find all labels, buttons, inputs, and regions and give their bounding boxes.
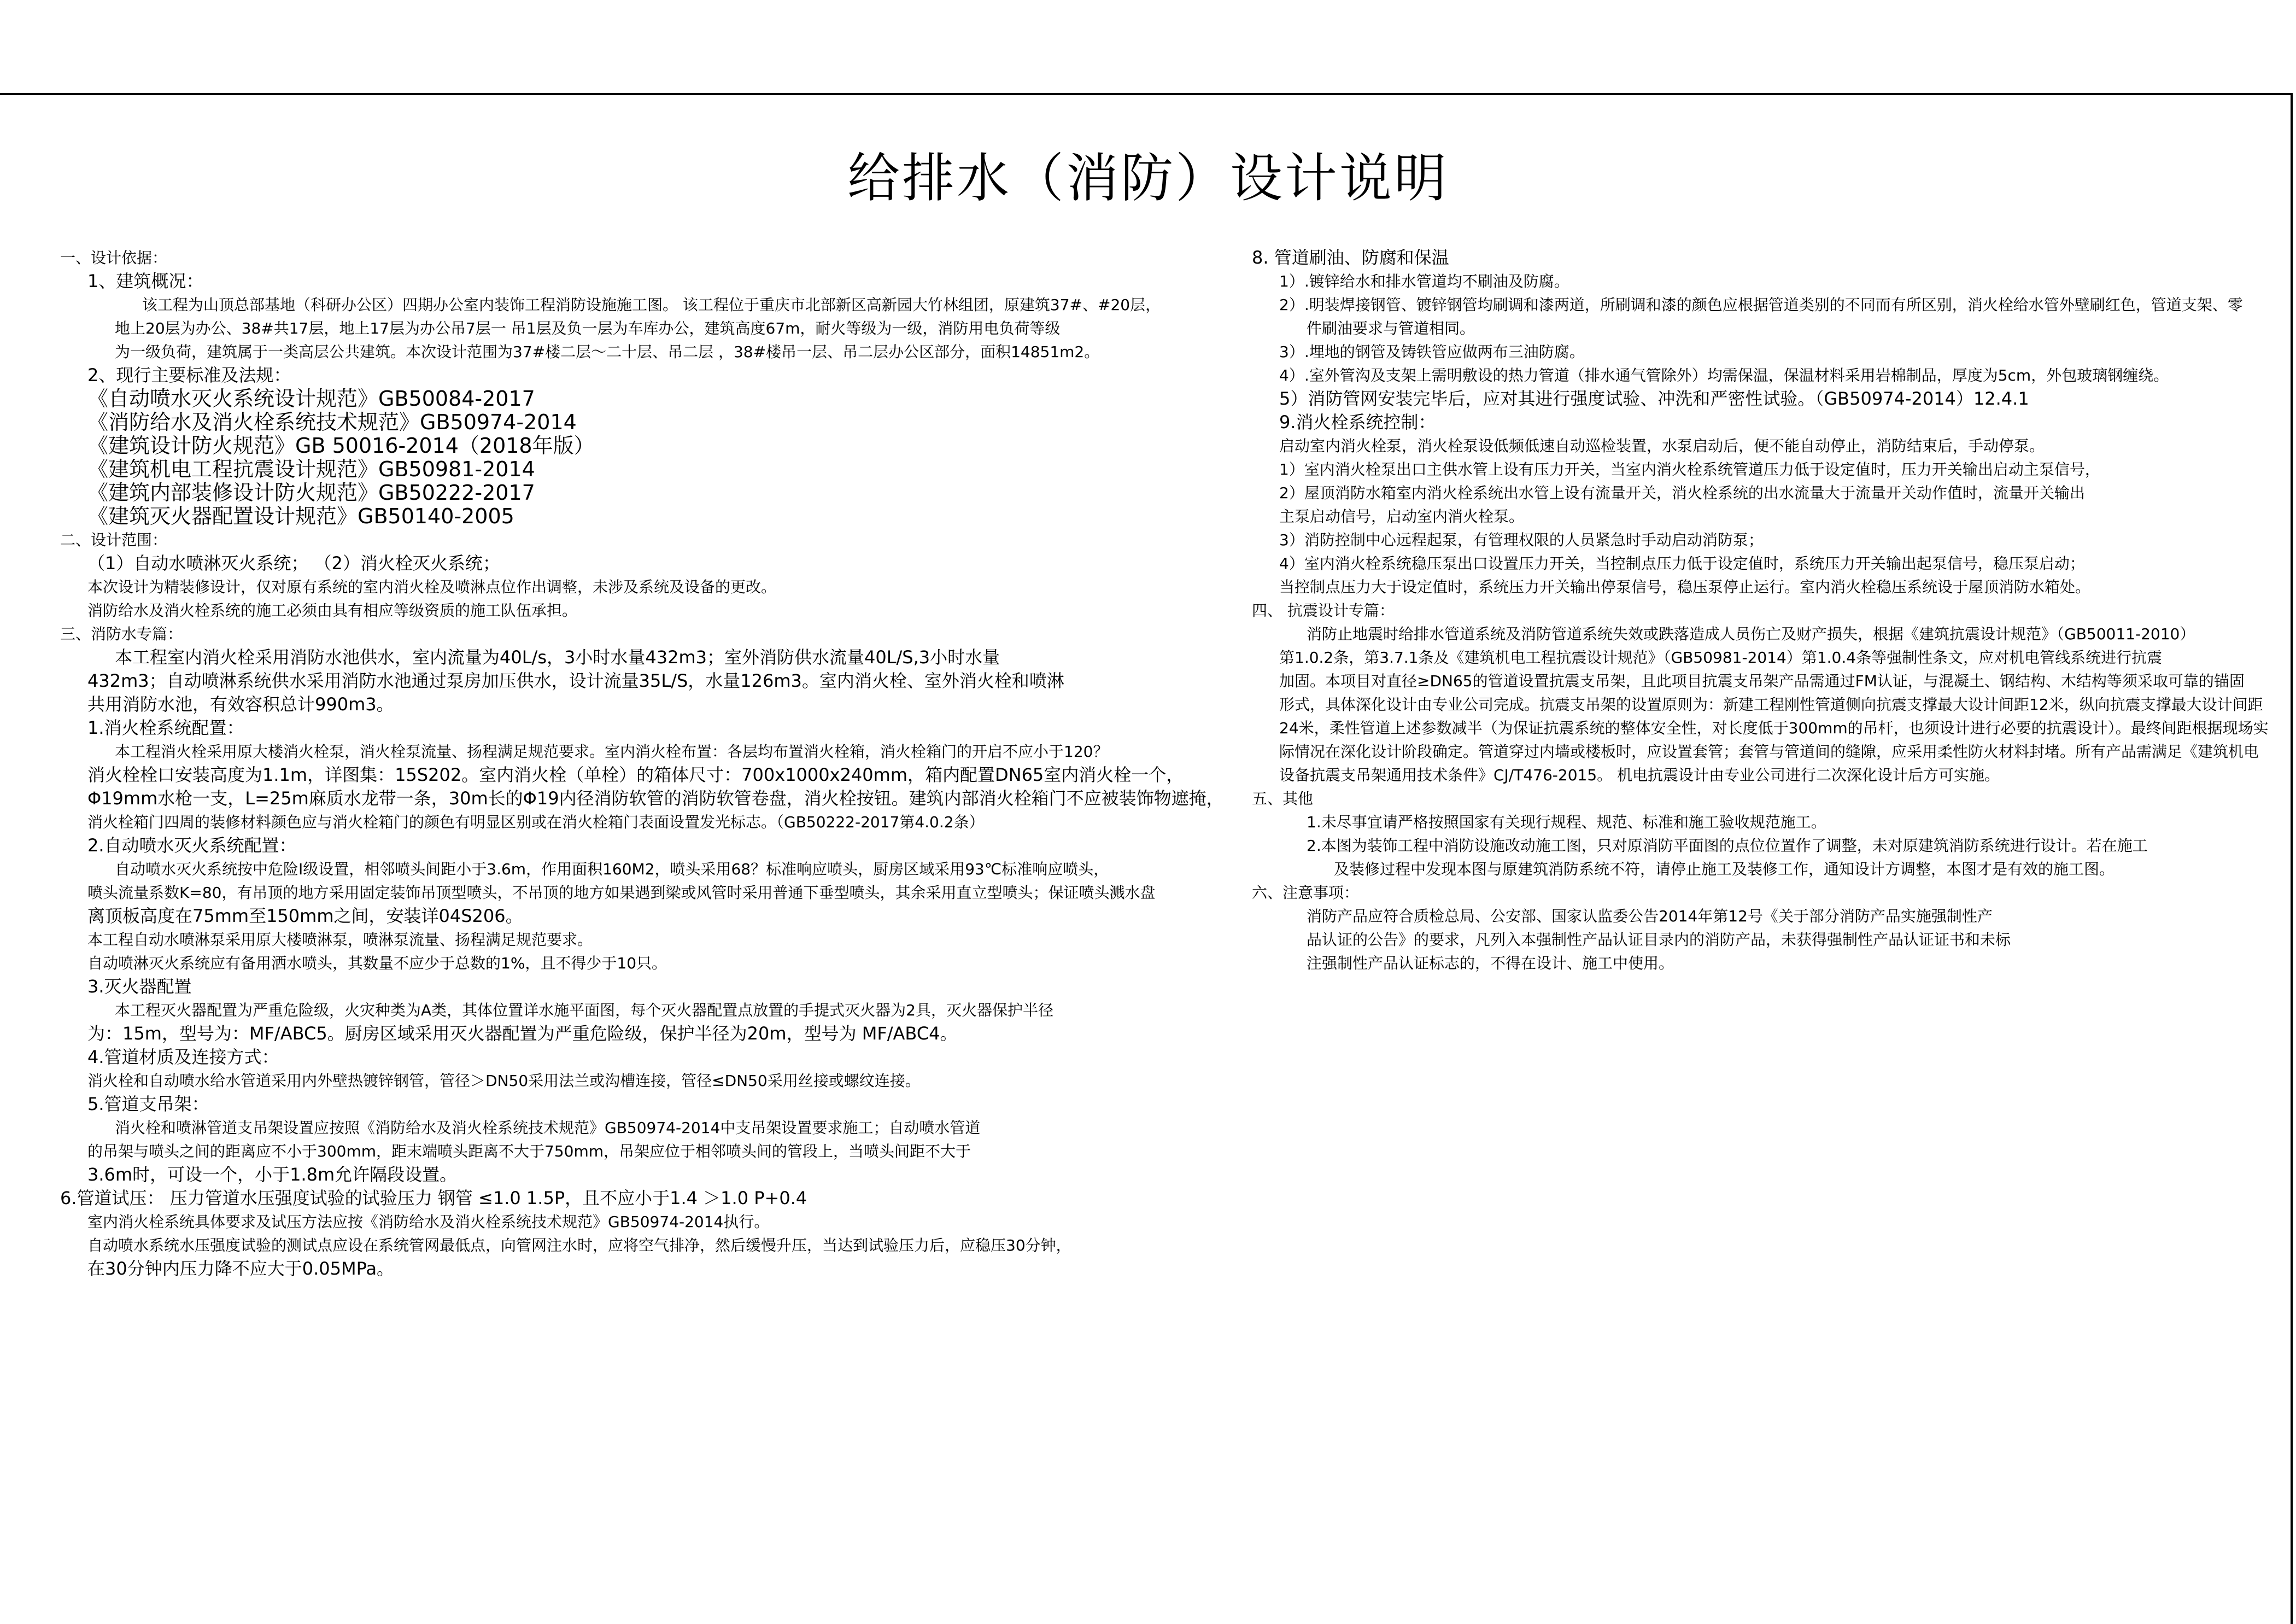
text-line: 件刷油要求与管道相同。 xyxy=(1307,319,1475,337)
text-line: 消火栓和自动喷水给水管道采用内外壁热镀锌钢管，管径＞DN50采用法兰或沟槽连接，管径≤DN50采用丝接或螺纹连接。 xyxy=(87,1072,921,1090)
text-line: 432m3；自动喷淋系统供水采用消防水池通过泵房加压供水，设计流量35L/S，水量126m3。室内消火栓、室外消火栓和喷淋 xyxy=(87,670,1064,691)
text-line: 1.消火栓系统配置： xyxy=(87,717,244,738)
text-line: 为：15m，型号为：MF/ABC5。厨房区域采用灭火器配置为严重危险级，保护半径为20m，型号为 MF/ABC4。 xyxy=(87,1023,958,1044)
text-line: 8. 管道刷油、防腐和保温 xyxy=(1252,247,1449,268)
text-line: 六、注意事项： xyxy=(1252,884,1360,902)
text-line: 为一级负荷，建筑属于一类高层公共建筑。本次设计范围为37#楼二层～二十层、吊二层 ，38#楼吊一层、吊二层办公区部分，面积14851m2。 xyxy=(115,343,1100,361)
text-line: 第1.0.2条，第3.7.1条及《建筑机电工程抗震设计规范》（GB50981-2014）第1.0.4条等强制性条文，应对机电管线系统进行抗震 xyxy=(1279,649,2163,667)
text-line: 2.自动喷水灭火系统配置： xyxy=(87,835,297,856)
text-line: 本工程消火栓采用原大楼消火栓泵，消火栓泵流量、扬程满足规范要求。室内消火栓布置：各层均布置消火栓箱，消火栓箱门的开启不应小于120？ xyxy=(115,743,1109,761)
text-line: 五、其他 xyxy=(1252,790,1314,808)
text-line: 际情况在深化设计阶段确定。管道穿过内墙或楼板时，应设置套管；套管与管道间的缝隙，应采用柔性防火材料封堵。所有产品需满足《建筑机电 xyxy=(1279,743,2259,761)
text-line: 消火栓栓口安装高度为1.1m，详图集：15S202。室内消火栓（单栓）的箱体尺寸：700x1000x240mm，箱内配置DN65室内消火栓一个， xyxy=(87,764,1184,785)
text-line: 《建筑灭火器配置设计规范》GB50140-2005 xyxy=(87,504,514,528)
text-line: 1、建筑概况： xyxy=(87,271,204,291)
text-line: 5）消防管网安装完毕后，应对其进行强度试验、冲洗和严密性试验。（GB50974-2014）12.4.1 xyxy=(1279,388,2029,409)
text-line: 本工程灭火器配置为严重危险级，火灾种类为A类，其体位置详水施平面图，每个灭火器配置点放置的手提式灭火器为2具，灭火器保护半径 xyxy=(115,1001,1053,1019)
text-line: 设备抗震支吊架通用技术条件》CJ/T476-2015。 机电抗震设计由专业公司进行二次深化设计后方可实施。 xyxy=(1279,766,2000,784)
text-line: 二、设计范围： xyxy=(60,531,168,549)
text-line: 《建筑设计防火规范》GB 50016-2014（2018年版） xyxy=(87,434,595,458)
text-line: 启动室内消火栓泵，消火栓泵设低频低速自动巡检装置，水泵启动后，便不能自动停止，消防结束后，手动停泵。 xyxy=(1279,437,2045,455)
text-line: 该工程为山顶总部基地（科研办公区）四期办公室内装饰工程消防设施施工图。 该工程位于重庆市北部新区高新园大竹林组团，原建筑37#、#20层， xyxy=(142,296,1161,314)
text-line: 2）屋顶消防水箱室内消火栓系统出水管上设有流量开关，消火栓系统的出水流量大于流量开关动作值时，流量开关输出 xyxy=(1279,484,2085,502)
text-line: 2、现行主要标准及法规： xyxy=(87,365,291,385)
text-line: 《自动喷水灭火系统设计规范》GB50084-2017 xyxy=(87,387,535,411)
text-line: 4）室内消火栓系统稳压泵出口设置压力开关，当控制点压力低于设定值时，系统压力开关输出起泵信号，稳压泵启动； xyxy=(1279,554,2085,573)
text-line: 共用消防水池，有效容积总计990m3。 xyxy=(87,694,394,715)
page-title: 给排水（消防）设计说明 xyxy=(847,148,1449,209)
text-line: 1）室内消火栓泵出口主供水管上设有压力开关，当室内消火栓系统管道压力低于设定值时，压力开关输出启动主泵信号， xyxy=(1279,460,2100,478)
text-line: 1）.镀锌给水和排水管道均不刷油及防腐。 xyxy=(1279,272,1569,290)
text-line: 当控制点压力大于设定值时，系统压力开关输出停泵信号，稳压泵停止运行。室内消火栓稳压系统设于屋顶消防水箱处。 xyxy=(1279,578,2091,596)
text-line: 消防止地震时给排水管道系统及消防管道系统失效或跌落造成人员伤亡及财产损失，根据《建筑抗震设计规范》（GB50011-2010） xyxy=(1307,625,2195,643)
text-line: 《消防给水及消火栓系统技术规范》GB50974-2014 xyxy=(87,410,577,434)
text-line: 5.管道支吊架： xyxy=(87,1094,209,1114)
text-line: Φ19mm水枪一支，L=25m麻质水龙带一条，30m长的Φ19内径消防软管的消防软管卷盘，消火栓按钮。建筑内部消火栓箱门不应被装饰物遮掩， xyxy=(87,788,1224,809)
text-line: 自动喷水系统水压强度试验的测试点应设在系统管网最低点，向管网注水时，应将空气排净，然后缓慢升压，当达到试验压力后，应稳压30分钟， xyxy=(87,1236,1071,1254)
text-line: 的吊架与喷头之间的距离应不小于300mm，距末端喷头距离不大于750mm，吊架应位于相邻喷头间的管段上，当喷头间距不大于 xyxy=(87,1142,971,1160)
text-line: （1）自动水喷淋灭火系统； （2）消火栓灭火系统； xyxy=(87,553,500,574)
text-line: 3）消防控制中心远程起泵，有管理权限的人员紧急时手动启动消防泵； xyxy=(1279,531,1764,549)
right-column xyxy=(1252,246,2269,975)
text-line: 四、 抗震设计专篇： xyxy=(1252,601,1395,620)
text-line: 室内消火栓系统具体要求及试压方法应按《消防给水及消火栓系统技术规范》GB50974-2014执行。 xyxy=(87,1213,770,1231)
text-line: 消防给水及消火栓系统的施工必须由具有相应等级资质的施工队伍承担。 xyxy=(87,601,578,620)
text-line: 消火栓和喷淋管道支吊架设置应按照《消防给水及消火栓系统技术规范》GB50974-2014中支吊架设置要求施工；自动喷水管道 xyxy=(115,1119,981,1137)
text-line: 3）.埋地的钢管及铸铁管应做两布三油防腐。 xyxy=(1279,343,1585,361)
text-line: 地上20层为办公、38#共17层，地上17层为办公吊7层一 吊1层及负一层为车库办公，建筑高度67m，耐火等级为一级，消防用电负荷等级 xyxy=(115,319,1061,337)
text-line: 一、设计依据： xyxy=(60,249,168,267)
text-line: 本工程室内消火栓采用消防水池供水，室内流量为40L/s，3小时水量432m3；室外消防供水流量40L/S,3小时水量 xyxy=(115,647,1000,668)
left-column xyxy=(60,246,1224,1281)
text-line: 注强制性产品认证标志的，不得在设计、施工中使用。 xyxy=(1307,954,1674,972)
text-line: 自动喷水灭火系统按中危险Ⅰ级设置，相邻喷头间距小于3.6m，作用面积160M2，喷头采用68？标准响应喷头，厨房区域采用93℃标准响应喷头， xyxy=(115,860,1109,878)
text-line: 品认证的公告》的要求，凡列入本强制性产品认证目录内的消防产品，未获得强制性产品认证证书和未标 xyxy=(1307,931,2011,949)
text-line: 3.灭火器配置 xyxy=(87,976,192,997)
text-line: 三、消防水专篇： xyxy=(60,625,183,643)
text-line: 本工程自动水喷淋泵采用原大楼喷淋泵，喷淋泵流量、扬程满足规范要求。 xyxy=(87,931,593,949)
text-line: 离顶板高度在75mm至150mm之间，安装详04S206。 xyxy=(87,906,523,926)
text-line: 加固。本项目对直径≥DN65的管道设置抗震支吊架，且此项目抗震支吊架产品需通过FM认证，与混凝土、钢结构、木结构等须采取可靠的锚固 xyxy=(1279,672,2245,690)
text-line: 4）.室外管沟及支架上需明敷设的热力管道（排水通气管除外）均需保温，保温材料采用岩棉制品，厚度为5cm，外包玻璃钢缠绕。 xyxy=(1279,366,2169,384)
text-line: 消防产品应符合质检总局、公安部、国家认监委公告2014年第12号《关于部分消防产品实施强制性产 xyxy=(1307,907,1993,925)
text-line: 主泵启动信号，启动室内消火栓泵。 xyxy=(1279,507,1525,525)
text-line: 2.本图为装饰工程中消防设施改动施工图，只对原消防平面图的点位位置作了调整，未对原建筑消防系统进行设计。若在施工 xyxy=(1307,837,2148,855)
text-line: 2）.明装焊接钢管、镀锌钢管均刷调和漆两道，所刷调和漆的颜色应根据管道类别的不同而有所区别，消火栓给水管外壁刷红色，管道支架、零 xyxy=(1279,296,2243,314)
text-line: 4.管道材质及连接方式： xyxy=(87,1047,279,1067)
text-line: 1.未尽事宜请严格按照国家有关现行规程、规范、标准和施工验收规范施工。 xyxy=(1307,813,1826,831)
text-line: 本次设计为精装修设计，仅对原有系统的室内消火栓及喷淋点位作出调整，未涉及系统及设备的更改。 xyxy=(87,578,777,596)
text-line: 消火栓箱门四周的装修材料颜色应与消火栓箱门的颜色有明显区别或在消火栓箱门表面设置发光标志。（GB50222-2017第4.0.2条） xyxy=(87,813,985,831)
text-line: 3.6m时，可设一个，小于1.8m允许隔段设置。 xyxy=(87,1164,458,1185)
text-line: 在30分钟内压力降不应大于0.05MPa。 xyxy=(87,1258,395,1279)
text-line: 自动喷淋灭火系统应有备用洒水喷头，其数量不应少于总数的1%，且不得少于10只。 xyxy=(87,954,667,972)
text-line: 9.消火栓系统控制： xyxy=(1279,412,1436,433)
text-line: 《建筑内部装修设计防火规范》GB50222-2017 xyxy=(87,481,535,505)
text-line: 形式，具体深化设计由专业公司完成。抗震支吊架的设置原则为：新建工程刚性管道侧向抗震支撑最大设计间距12米，纵向抗震支撑最大设计间距 xyxy=(1279,696,2263,714)
text-line: 《建筑机电工程抗震设计规范》GB50981-2014 xyxy=(87,457,535,481)
text-line: 喷头流量系数K=80，有吊顶的地方采用固定装饰吊顶型喷头，不吊顶的地方如果遇到梁或风管时采用普通下垂型喷头，其余采用直立型喷头；保证喷头溅水盘 xyxy=(87,884,1156,902)
text-line: 24米，柔性管道上述参数减半（为保证抗震系统的整体安全性，对长度低于300mm的吊杆，也须设计进行必要的抗震设计）。最终间距根据现场实 xyxy=(1279,719,2269,737)
text-line: 及装修过程中发现本图与原建筑消防系统不符，请停止施工及装修工作，通知设计方调整，本图才是有效的施工图。 xyxy=(1334,860,2115,878)
text-line: 6.管道试压： 压力管道水压强度试验的试验压力 钢管 ≤1.0 1.5P，且不应小于1.4 ＞1.0 P+0.4 xyxy=(60,1188,807,1208)
